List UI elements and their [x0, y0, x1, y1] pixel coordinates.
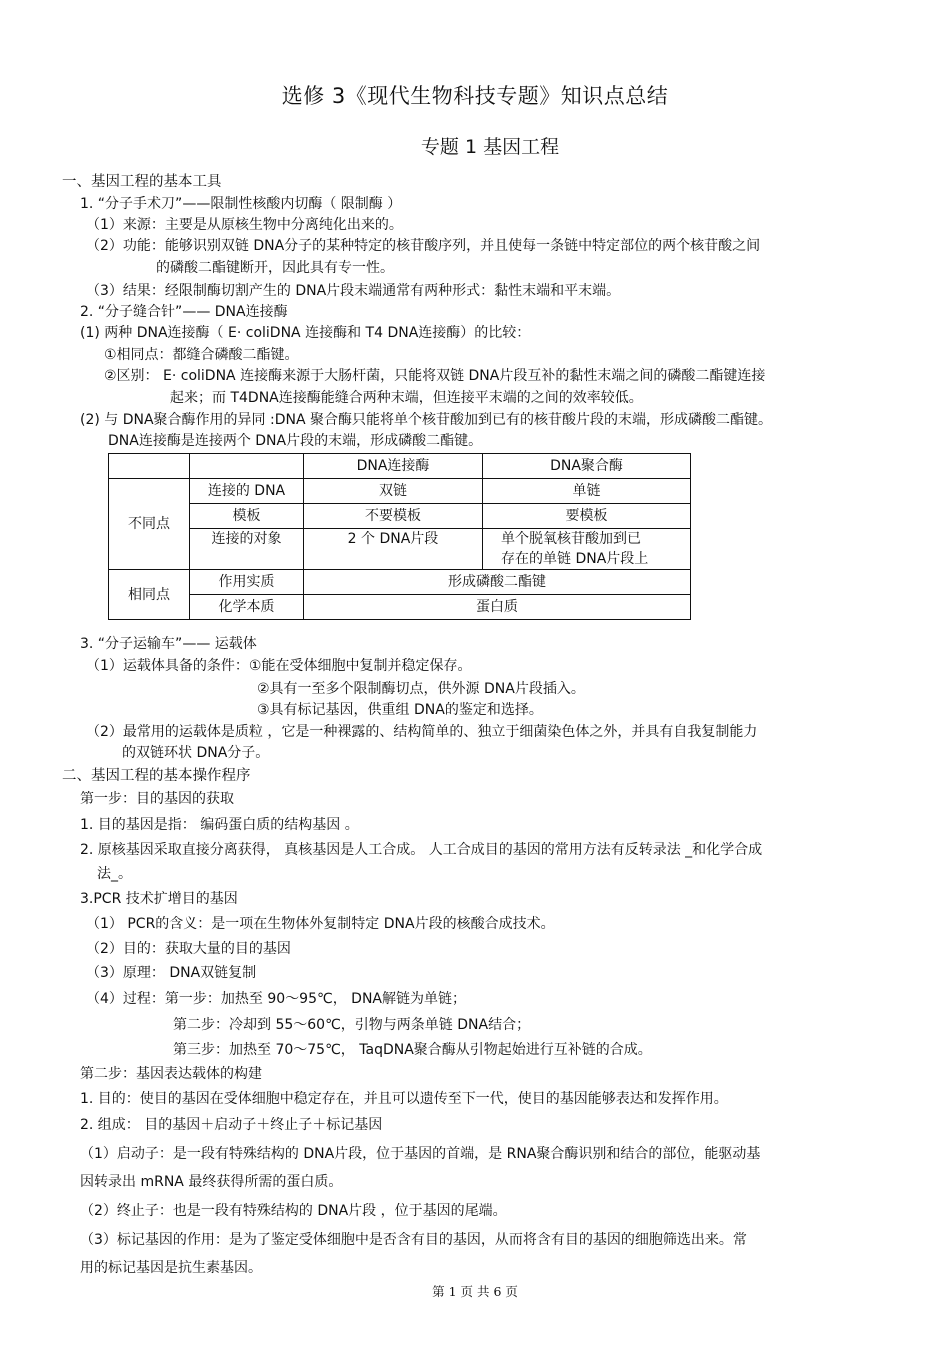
- table-cell: 要模板: [483, 504, 691, 529]
- comparison-table: [108, 453, 691, 620]
- text-line: 3. “分子运输车”—— 运载体: [80, 636, 257, 652]
- table-cell: 连接的 DNA: [190, 479, 304, 504]
- table-header-cell: DNA连接酶: [304, 454, 483, 479]
- table-cell: [109, 454, 190, 479]
- table-header-row: [109, 454, 691, 479]
- text-line: （2）终止子：也是一段有特殊结构的 DNA片段 ，位于基因的尾端。: [80, 1203, 507, 1219]
- text-line: （2）功能：能够识别双链 DNA分子的某种特定的核苷酸序列，并且使每一条链中特定部位的两个核苷酸之间: [86, 238, 761, 254]
- table-row: [109, 479, 691, 504]
- section-title: 专题 1 基因工程: [420, 136, 560, 158]
- table-cell: 作用实质: [190, 570, 304, 595]
- text-line: 起来；而 T4DNA连接酶能缝合两种末端，但连接平末端的之间的效率较低。: [170, 390, 643, 406]
- text-line: DNA连接酶是连接两个 DNA片段的末端，形成磷酸二酯键。: [108, 433, 483, 449]
- text-line: 第一步：目的基因的获取: [80, 791, 234, 807]
- text-line: （3）原理： DNA双链复制: [86, 965, 257, 981]
- table-cell-line: 存在的单链 DNA片段上: [501, 551, 649, 567]
- text-line: （2）目的：获取大量的目的基因: [86, 941, 291, 957]
- table-header-cell: DNA聚合酶: [483, 454, 691, 479]
- heading-procedure: 二、基因工程的基本操作程序: [62, 768, 251, 784]
- text-line: 第三步：加热至 70～75℃， TaqDNA聚合酶从引物起始进行互补链的合成。: [173, 1042, 652, 1058]
- table-cell: 模板: [190, 504, 304, 529]
- table-row: [109, 570, 691, 595]
- text-line: 2. “分子缝合针”—— DNA连接酶: [80, 304, 288, 320]
- table-row: [109, 504, 691, 529]
- text-line: 1. 目的基因是指： 编码蛋白质的结构基因 。: [80, 817, 359, 833]
- text-line: 第二步：冷却到 55～60℃，引物与两条单链 DNA结合；: [173, 1017, 531, 1033]
- table-cell: [190, 454, 304, 479]
- table-cell-line: 单个脱氧核苷酸加到已: [501, 531, 641, 547]
- text-line: （1） PCR的含义：是一项在生物体外复制特定 DNA片段的核酸合成技术。: [86, 916, 555, 932]
- text-line: ②具有一至多个限制酶切点，供外源 DNA片段插入。: [257, 681, 585, 697]
- table-cell: 单链: [483, 479, 691, 504]
- text-line: 2. 组成： 目的基因＋启动子＋终止子＋标记基因: [80, 1117, 383, 1133]
- heading-tools: 一、基因工程的基本工具: [62, 174, 222, 190]
- table-cell: [483, 529, 691, 570]
- text-line: 1. “分子手术刀”——限制性核酸内切酶（ 限制酶 ）: [80, 196, 402, 212]
- table-row-label: 不同点: [109, 479, 190, 570]
- text-line: ①相同点：都缝合磷酸二酯键。: [104, 347, 299, 363]
- text-line: 3.PCR 技术扩增目的基因: [80, 891, 238, 907]
- text-line: （1）运载体具备的条件：①能在受体细胞中复制并稳定保存。: [86, 658, 472, 674]
- page-footer: 第 1 页 共 6 页: [432, 1284, 518, 1299]
- text-line: （3）标记基因的作用：是为了鉴定受体细胞中是否含有目的基因，从而将含有目的基因的细胞筛选出来。常: [80, 1232, 747, 1248]
- text-line: 因转录出 mRNA 最终获得所需的蛋白质。: [80, 1174, 343, 1190]
- text-line: （1）来源：主要是从原核生物中分离纯化出来的。: [86, 217, 403, 233]
- text-line: （2）最常用的运载体是质粒 ，它是一种裸露的、结构简单的、独立于细菌染色体之外，并具有自我复制能力: [86, 724, 758, 740]
- text-line: 法_。: [97, 866, 132, 882]
- table-cell: 连接的对象: [190, 529, 304, 570]
- text-line: （1）启动子：是一段有特殊结构的 DNA片段，位于基因的首端，是 RNA聚合酶识别和结合的部位，能驱动基: [80, 1146, 761, 1162]
- table-row-label: 相同点: [109, 570, 190, 620]
- table-cell: 形成磷酸二酯键: [304, 570, 691, 595]
- text-line: (2) 与 DNA聚合酶作用的异同 :DNA 聚合酶只能将单个核苷酸加到已有的核苷酸片段的末端，形成磷酸二酯键。: [80, 412, 773, 428]
- table-cell: 蛋白质: [304, 595, 691, 620]
- text-line: 第二步：基因表达载体的构建: [80, 1066, 262, 1082]
- text-line: 的双链环状 DNA分子。: [122, 745, 270, 761]
- table-cell: 双链: [304, 479, 483, 504]
- text-line: （4）过程：第一步：加热至 90～95℃， DNA解链为单链；: [86, 991, 466, 1007]
- text-line: 1. 目的：使目的基因在受体细胞中稳定存在，并且可以遗传至下一代，使目的基因能够表达和发挥作用。: [80, 1091, 728, 1107]
- table-cell: 2 个 DNA片段: [304, 529, 483, 570]
- text-line: 的磷酸二酯键断开，因此具有专一性。: [156, 260, 394, 276]
- table-cell: 化学本质: [190, 595, 304, 620]
- text-line: ②区别： E· coliDNA 连接酶来源于大肠杆菌，只能将双链 DNA片段互补的黏性末端之间的磷酸二酯键连接: [104, 368, 766, 384]
- document-title: 选修 3《现代生物科技专题》知识点总结: [281, 84, 669, 108]
- text-line: （3）结果：经限制酶切割产生的 DNA片段末端通常有两种形式：黏性末端和平末端。: [86, 283, 621, 299]
- text-line: ③具有标记基因，供重组 DNA的鉴定和选择。: [257, 702, 543, 718]
- table-row: [109, 529, 691, 570]
- text-line: 2. 原核基因采取直接分离获得， 真核基因是人工合成。 人工合成目的基因的常用方法有反转录法 _和化学合成: [80, 842, 763, 858]
- table-cell: 不要模板: [304, 504, 483, 529]
- text-line: 用的标记基因是抗生素基因。: [80, 1260, 262, 1276]
- text-line: (1) 两种 DNA连接酶（ E· coliDNA 连接酶和 T4 DNA连接酶）的比较：: [80, 325, 531, 341]
- table-row: [109, 595, 691, 620]
